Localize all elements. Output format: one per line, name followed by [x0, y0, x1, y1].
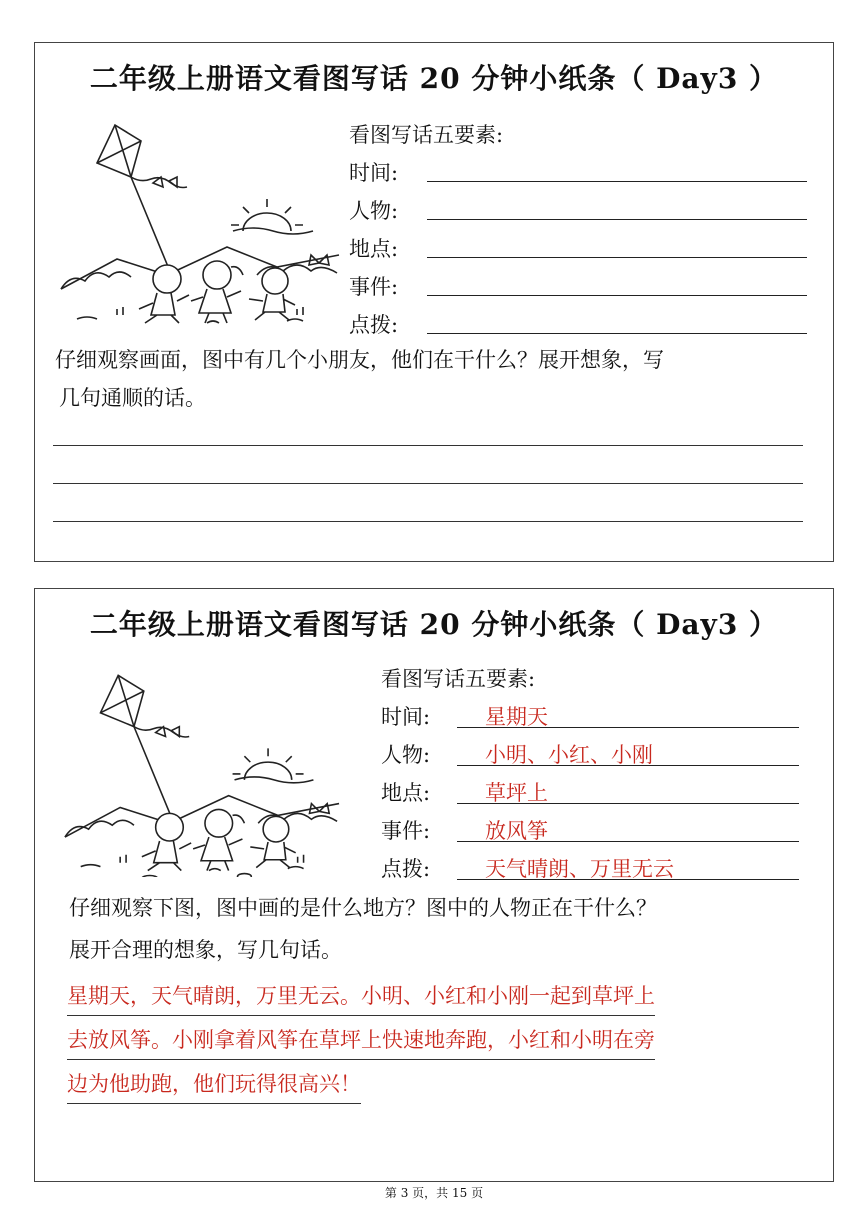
kite-children-illustration — [61, 665, 343, 877]
worksheet-card-blank — [34, 42, 834, 562]
element-label: 时间: — [381, 705, 431, 729]
element-row-people — [381, 739, 811, 769]
writing-prompt — [69, 887, 829, 971]
element-label: 时间: — [349, 161, 399, 185]
element-row-hint — [381, 853, 811, 883]
answer-line-hint[interactable] — [427, 333, 807, 334]
five-elements-form — [381, 663, 811, 883]
answer-line-event[interactable] — [427, 295, 807, 296]
answer-line-time[interactable] — [427, 181, 807, 182]
elements-heading: 看图写话五要素: — [381, 667, 536, 691]
answer-line-people[interactable] — [427, 219, 807, 220]
element-label: 点拨: — [349, 313, 399, 337]
writing-line[interactable] — [53, 483, 803, 484]
prompt-line: 几句通顺的话。 — [59, 386, 206, 410]
card-title: 二年级上册语文看图写话 20 分钟小纸条（ Day3 ） — [89, 608, 779, 641]
element-row-place — [349, 233, 819, 261]
element-row-place — [381, 777, 811, 807]
element-label: 地点: — [381, 781, 431, 805]
answer-event: 放风筝 — [485, 819, 548, 843]
page-footer: 第 3 页，共 15 页 — [384, 1186, 484, 1200]
elements-heading: 看图写话五要素: — [349, 123, 504, 147]
answer-time: 星期天 — [485, 705, 548, 729]
kite-children-illustration — [57, 119, 343, 325]
answer-line-place[interactable] — [427, 257, 807, 258]
prompt-line: 仔细观察下图，图中画的是什么地方？图中的人物正在干什么？ — [69, 896, 657, 920]
answer-hint: 天气晴朗、万里无云 — [485, 857, 674, 881]
essay-line: 去放风筝。小刚拿着风筝在草坪上快速地奔跑，小红和小明在旁 — [67, 1025, 655, 1060]
element-label: 人物: — [349, 199, 399, 223]
element-label: 人物: — [381, 743, 431, 767]
element-row-time — [381, 701, 811, 731]
element-row-time — [349, 157, 819, 185]
writing-line[interactable] — [53, 445, 803, 446]
element-label: 地点: — [349, 237, 399, 261]
answer-people: 小明、小红、小刚 — [485, 743, 653, 767]
essay-line: 星期天，天气晴朗，万里无云。小明、小红和小刚一起到草坪上 — [67, 981, 655, 1016]
answer-place: 草坪上 — [485, 781, 548, 805]
writing-line[interactable] — [53, 521, 803, 522]
prompt-line: 展开合理的想象，写几句话。 — [69, 938, 342, 962]
sample-essay — [67, 981, 807, 1111]
prompt-line: 仔细观察画面，图中有几个小朋友，他们在干什么？展开想象，写 — [55, 348, 664, 372]
card-title: 二年级上册语文看图写话 20 分钟小纸条（ Day3 ） — [89, 62, 779, 95]
element-label: 事件: — [381, 819, 431, 843]
element-row-event — [349, 271, 819, 299]
element-row-hint — [349, 309, 819, 337]
element-row-people — [349, 195, 819, 223]
worksheet-card-answered — [34, 588, 834, 1182]
essay-line: 边为他助跑，他们玩得很高兴！ — [67, 1069, 361, 1104]
writing-prompt — [55, 341, 825, 417]
five-elements-form — [349, 119, 819, 339]
element-row-event — [381, 815, 811, 845]
element-label: 事件: — [349, 275, 399, 299]
element-label: 点拨: — [381, 857, 431, 881]
